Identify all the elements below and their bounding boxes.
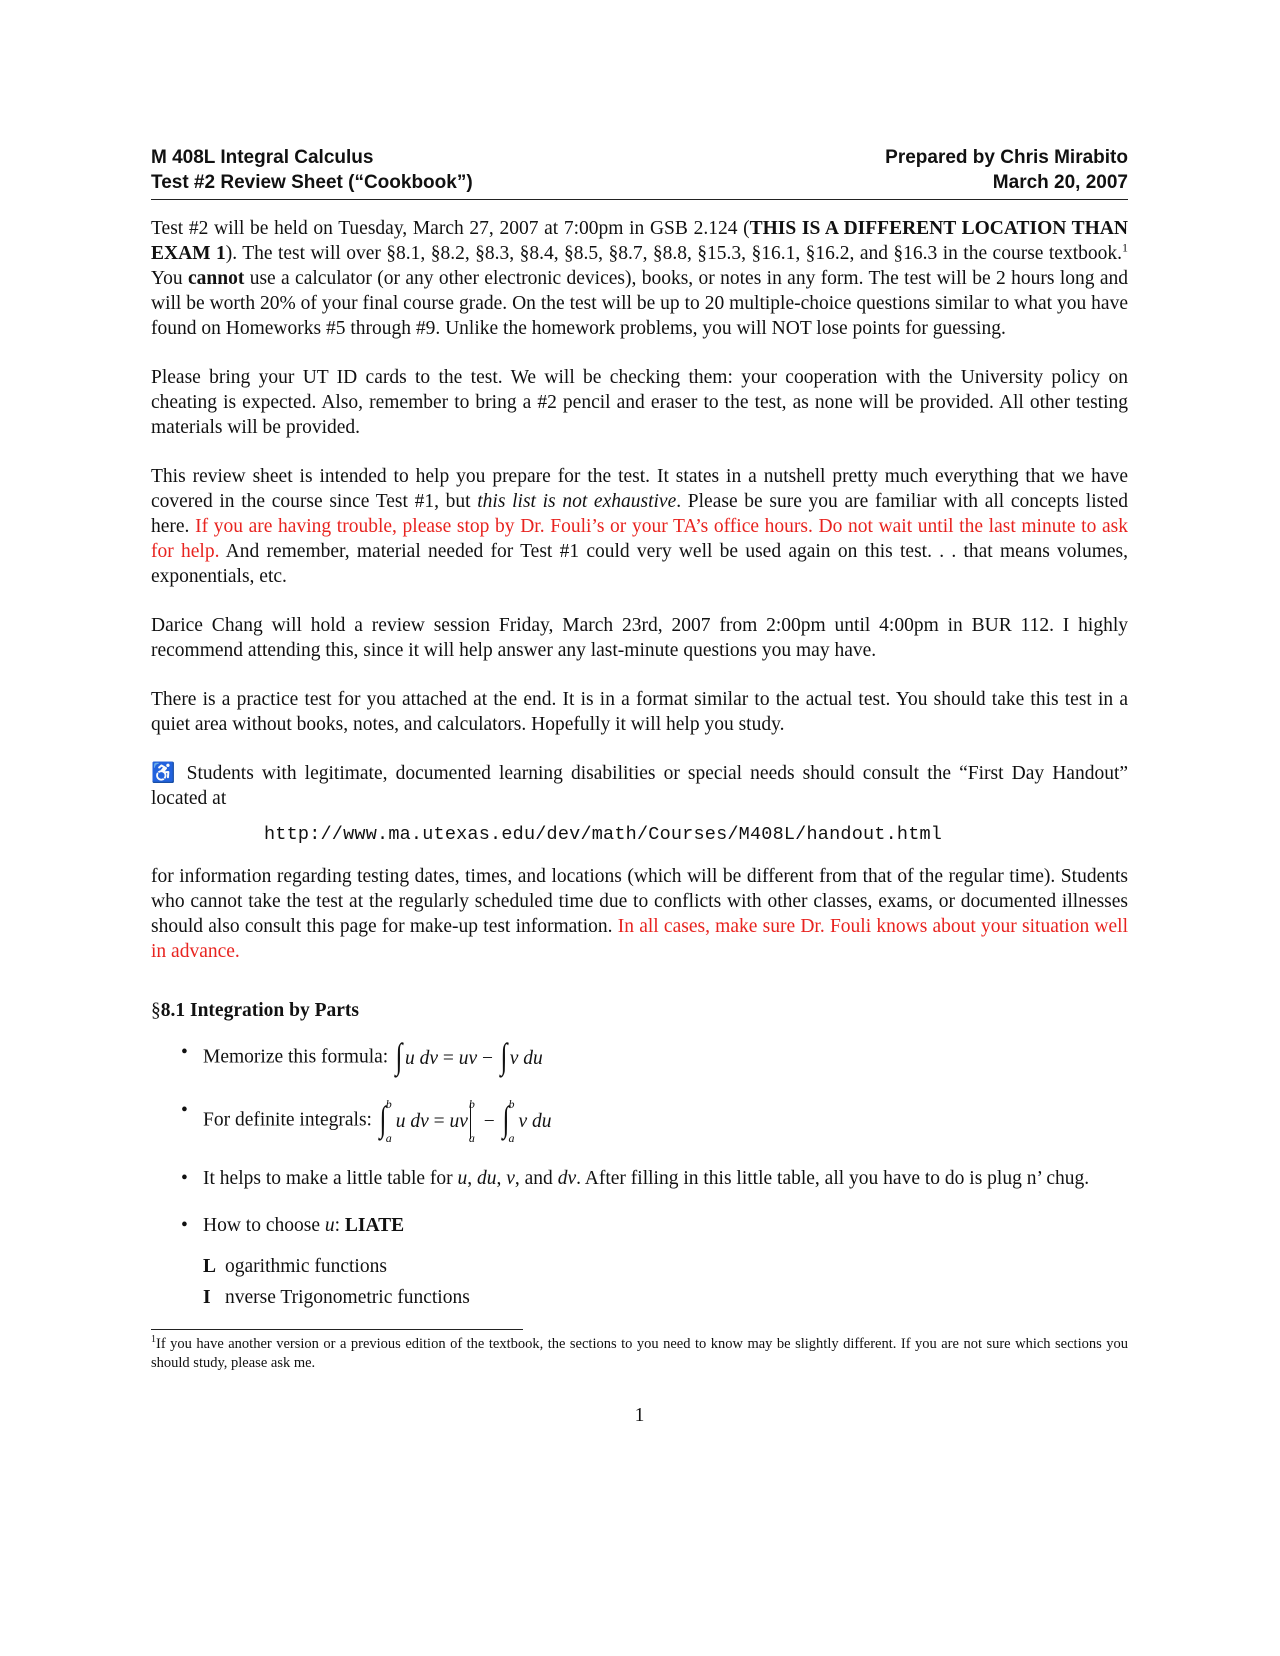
footnote-marker: 1 [1122, 240, 1128, 255]
liate-item: L ogarithmic functions [203, 1256, 387, 1277]
list-item: • Memorize this formula: ∫ u dv = uv − ∫ v du [181, 1036, 543, 1076]
bullet-icon: • [181, 1168, 188, 1189]
section-heading: §8.1 Integration by Parts [151, 1000, 359, 1021]
wheelchair-icon: ♿ [151, 763, 179, 784]
header-rule [151, 199, 1128, 200]
bullet-icon: • [181, 1100, 188, 1121]
bullet-icon: • [181, 1042, 188, 1063]
liate-item: I nverse Trigonometric functions [203, 1287, 470, 1308]
footnote-rule [151, 1329, 523, 1330]
bullet-icon: • [181, 1215, 188, 1236]
handout-url[interactable]: http://www.ma.utexas.edu/dev/math/Courses/M408L/handout.html [264, 824, 943, 845]
sheet-title: Test #2 Review Sheet (“Cookbook”) [151, 172, 473, 193]
document-page [151, 0, 1128, 1656]
help-warning: If you are having trouble, please stop by Dr. Fouli’s or your TA’s office hours. Do not wait until the last minute to ask for help. [151, 516, 1128, 562]
author-line: Prepared by Chris Mirabito [885, 147, 1128, 168]
header-date: March 20, 2007 [992, 172, 1128, 193]
section-bullet-list [151, 1036, 1128, 1238]
integration-by-parts-formula: ∫ u dv = uv − ∫ v du [395, 1036, 543, 1076]
paragraph-disabilities: ♿ Students with legitimate, documented learning disabilities or special needs should consult the “First Day Handout” located at [151, 763, 1129, 809]
paragraph-review-session: Darice Chang will hold a review session Friday, March 23rd, 2007 from 2:00pm until 4:00pm in BUR 112. I highly recommend attending this, since it will help answer any last-minute questions you may have. [151, 615, 1128, 661]
paragraph-makeup-info: for information regarding testing dates, times, and locations (which will be different from that of the regular time). Students who cannot take the test at the regularly scheduled time due to conflicts with other classes, exams, or documented illnesses should also consult this page for make-up test information. In all cases, make sure Dr. Fouli knows about your situation well in advance. [151, 866, 1128, 962]
definite-integral-formula: ∫ b a u dv = uv b a − ∫ b a v du [379, 1097, 552, 1145]
list-item: • It helps to make a little table for u, du, v, and dv. After filling in this little table, all you have to do is plug n’ chug. [181, 1168, 1090, 1189]
paragraph-id-cards: Please bring your UT ID cards to the test. We will be checking them: your cooperation with the University policy on cheating is expected. Also, remember to bring a #2 pencil and eraser to the test, as none will be provided. All other testing materials will be provided. [151, 367, 1128, 438]
advance-warning: In all cases, make sure Dr. Fouli knows about your situation well in advance. [151, 916, 1128, 962]
list-item: • How to choose u: LIATE [181, 1215, 405, 1236]
paragraph-practice-test: There is a practice test for you attached at the end. It is in a format similar to the actual test. You should take this test in a quiet area without books, notes, and calculators. Hopefully it will help you study. [151, 689, 1128, 735]
paragraph-review-sheet: This review sheet is intended to help you prepare for the test. It states in a nutshell pretty much everything that we have covered in the course since Test #1, but this list is not exhaustive. Please be sure you are familiar with all concepts listed here. If you are having trouble, please stop by Dr. Fouli’s or your TA’s office hours. Do not wait until the last minute to ask for help. And remember, material needed for Test #1 could very well be used again on this test. . . that means volumes, exponentials, etc. [151, 466, 1129, 587]
page-header [151, 145, 1128, 195]
footnote: $^1$If you have another version or a previous edition of the textbook, the sections to you need to know may be slightly different. If you are not sure which sections you should study, please ask me. [151, 1334, 1128, 1371]
document-body [151, 216, 1128, 1316]
paragraph-test-info: Test #2 will be held on Tuesday, March 27, 2007 at 7:00pm in GSB 2.124 (THIS IS A DIFFERENT LOCATION THAN EXAM 1). The test will over §8.1, §8.2, §8.3, §8.4, §8.5, §8.7, §8.8, §15.3, §16.1, §16.2, and §16.3 in the course textbook.$^1$ You cannot use a calculator (or any other electronic devices), books, or notes in any form. The test will be 2 hours long and will be worth 20% of your final course grade. On the test will be up to 20 multiple-choice questions similar to what you have found on Homeworks #5 through #9. Unlike the homework problems, you will NOT lose points for guessing. [151, 218, 1129, 339]
liate-list [151, 1254, 1128, 1310]
course-title: M 408L Integral Calculus [151, 147, 374, 168]
page-number: 1 [634, 1405, 645, 1426]
list-item: • For definite integrals: ∫ b a u dv = uv b a − ∫ b a v du [181, 1097, 552, 1145]
